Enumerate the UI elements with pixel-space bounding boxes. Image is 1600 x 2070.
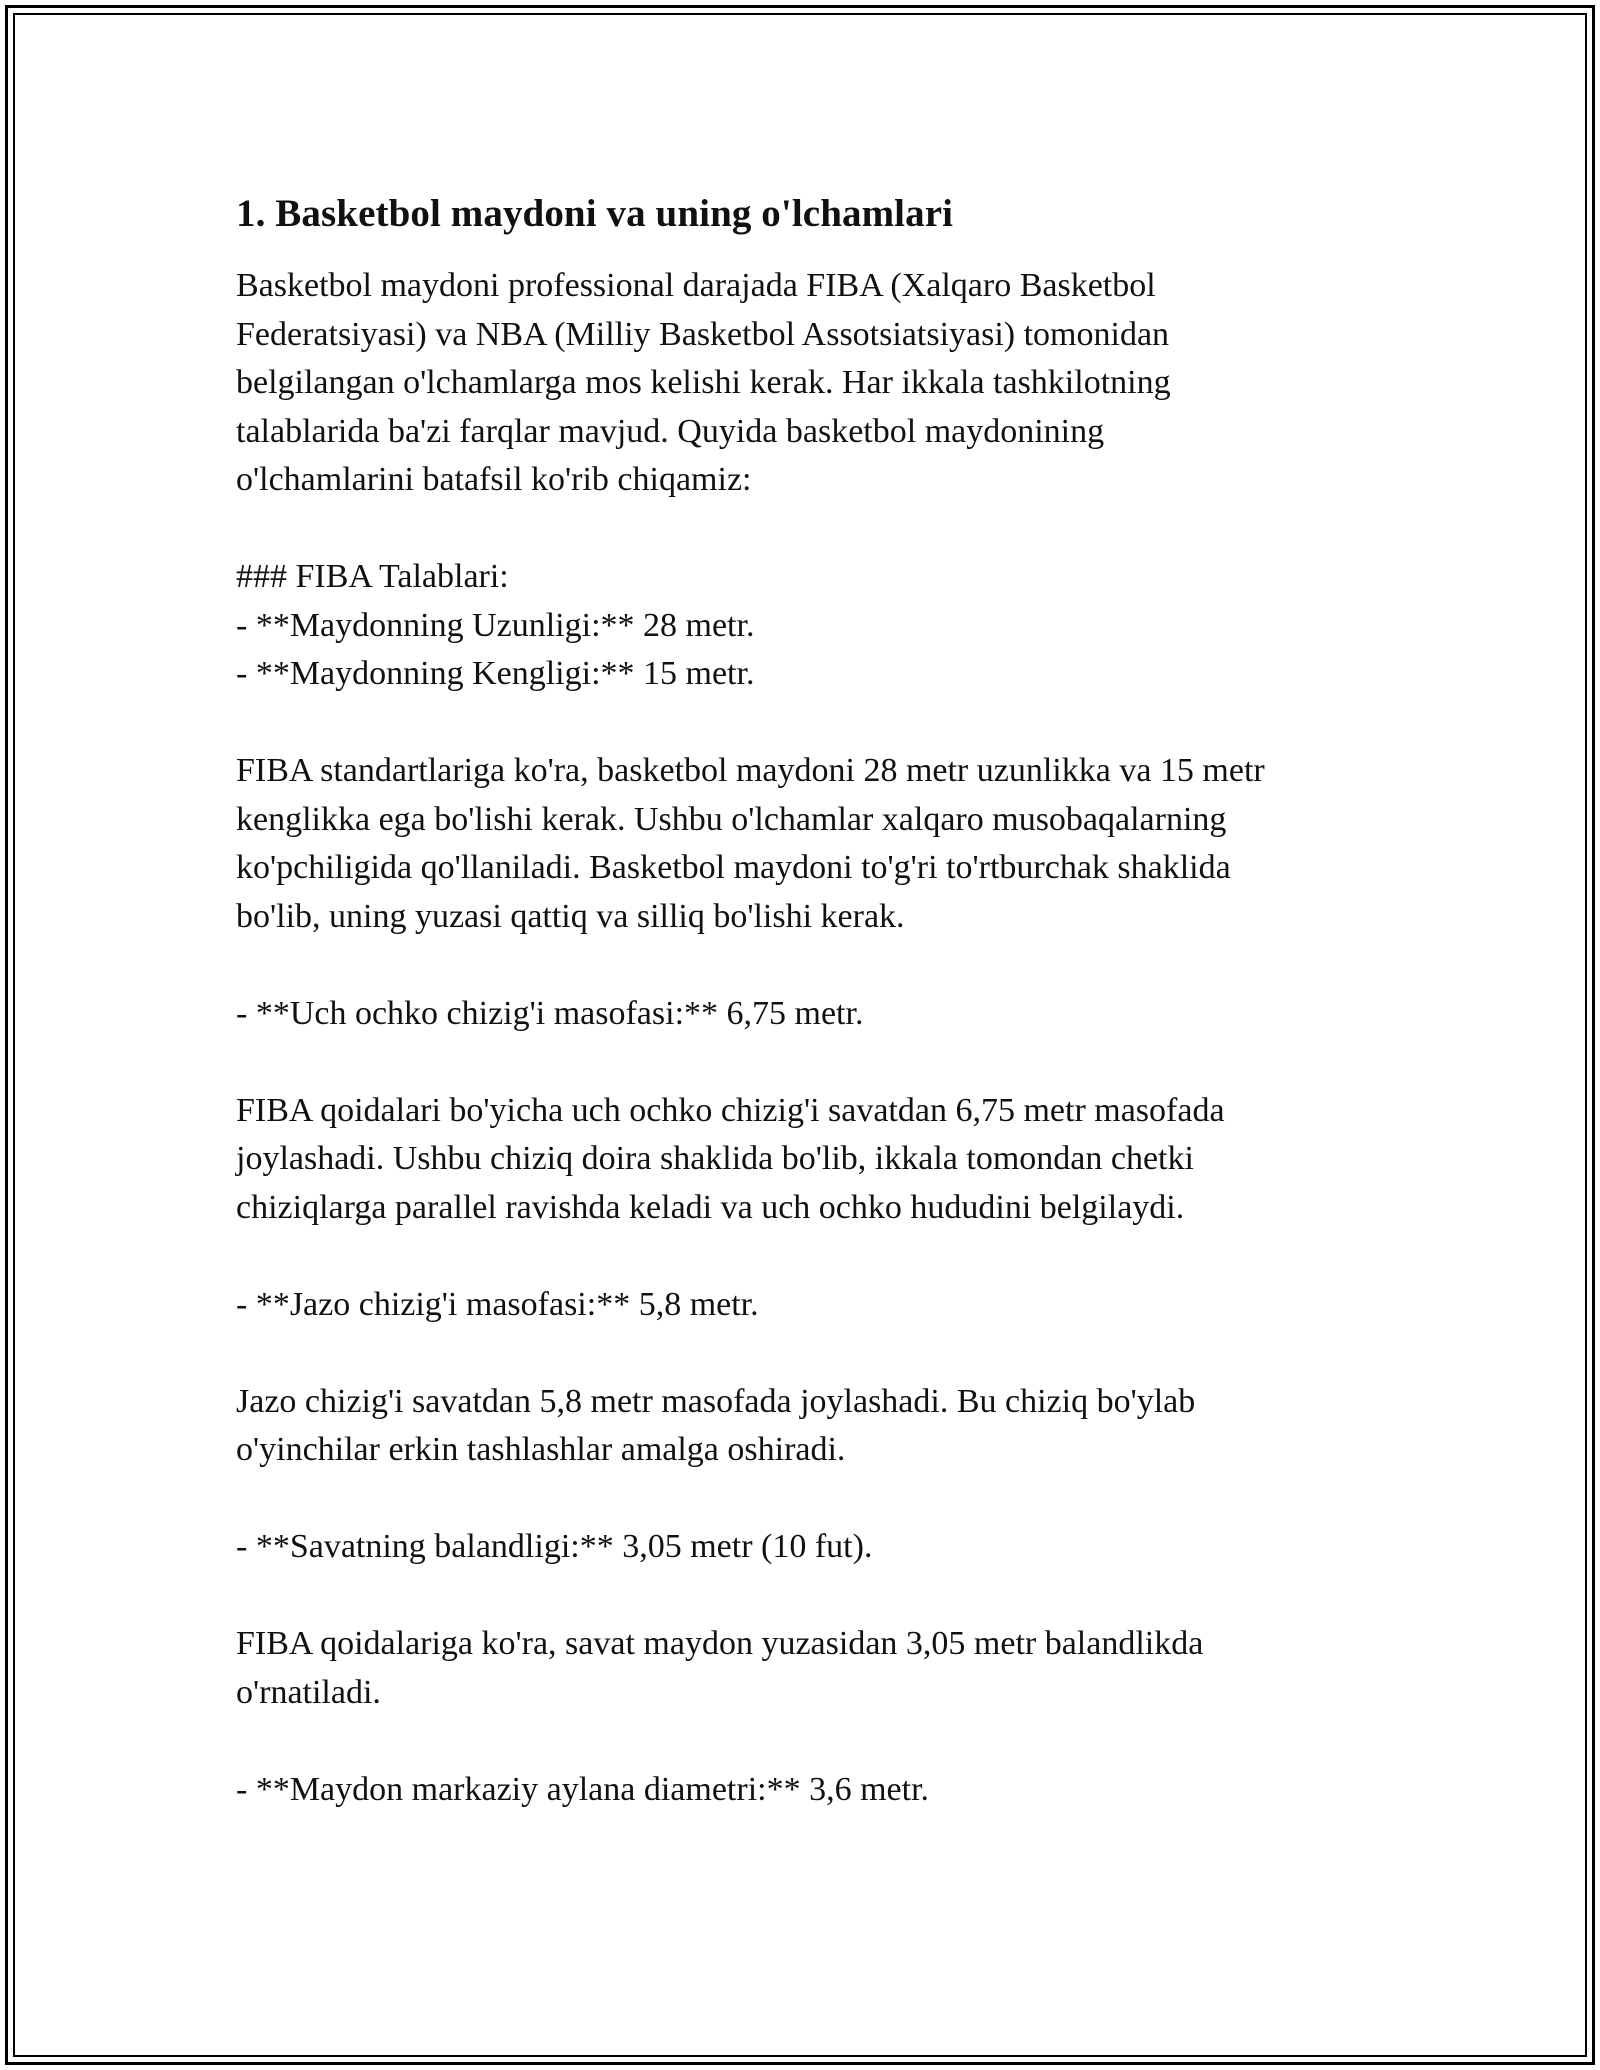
fiba-requirements-list: ### FIBA Talablari: - **Maydonning Uzunligi:** 28 metr. - **Maydonning Kengligi:** 15 metr. — [236, 558, 755, 692]
paragraph-gap — [236, 1572, 1366, 1621]
paragraph-gap — [236, 505, 1366, 554]
three-point-paragraph: FIBA qoidalari bo'yicha uch ochko chizig'i savatdan 6,75 metr masofada joylashadi. Ushbu chiziq doira shaklida bo'lib, ikkala tomondan chetki chiziqlarga parallel ravishda keladi va uch ochko hududini belgilaydi. — [236, 1091, 1225, 1226]
paragraph-gap — [236, 941, 1366, 990]
paragraph-gap — [236, 1329, 1366, 1378]
paragraph-gap — [236, 1717, 1366, 1766]
paragraph-gap — [236, 699, 1366, 748]
free-throw-paragraph: Jazo chizig'i savatdan 5,8 metr masofada joylashadi. Bu chiziq bo'ylab o'yinchilar erkin tashlashlar amalga oshiradi. — [236, 1382, 1196, 1468]
basket-height-paragraph: FIBA qoidalariga ko'ra, savat maydon yuzasidan 3,05 metr balandlikda o'rnatiladi. — [236, 1625, 1204, 1711]
center-circle-item: - **Maydon markaziy aylana diametri:** 3,6 metr. — [236, 1770, 930, 1808]
court-size-paragraph: FIBA standartlariga ko'ra, basketbol maydoni 28 metr uzunlikka va 15 metr kenglikka ega bo'lishi kerak. Ushbu o'lchamlar xalqaro musobaqalarning ko'pchiligida qo'llaniladi. Basketbol maydoni to'g'ri to'rtburchak shaklida bo'lib, uning yuzasi qattiq va silliq bo'lishi kerak. — [236, 752, 1265, 935]
basket-height-item: - **Savatning balandligi:** 3,05 metr (10 fut). — [236, 1528, 873, 1565]
three-point-item: - **Uch ochko chizig'i masofasi:** 6,75 metr. — [236, 994, 864, 1032]
paragraph-gap — [236, 1232, 1366, 1281]
document-title: 1. Basketbol maydoni va uning o'lchamlari — [236, 192, 954, 235]
intro-paragraph: Basketbol maydoni professional darajada FIBA (Xalqaro Basketbol Federatsiyasi) va NBA (Milliy Basketbol Assotsiatsiyasi) tomonidan belgilangan o'lchamlarga mos kelishi kerak. Har ikkala tashkilotning talablarida ba'zi farqlar mavjud. Quyida basketbol maydonining o'lchamlarini batafsil ko'rib chiqamiz: — [236, 267, 1171, 498]
free-throw-item: - **Jazo chizig'i masofasi:** 5,8 metr. — [236, 1285, 759, 1323]
paragraph-gap — [236, 1475, 1366, 1524]
paragraph-gap — [236, 1038, 1366, 1087]
document-body — [236, 190, 1366, 1814]
